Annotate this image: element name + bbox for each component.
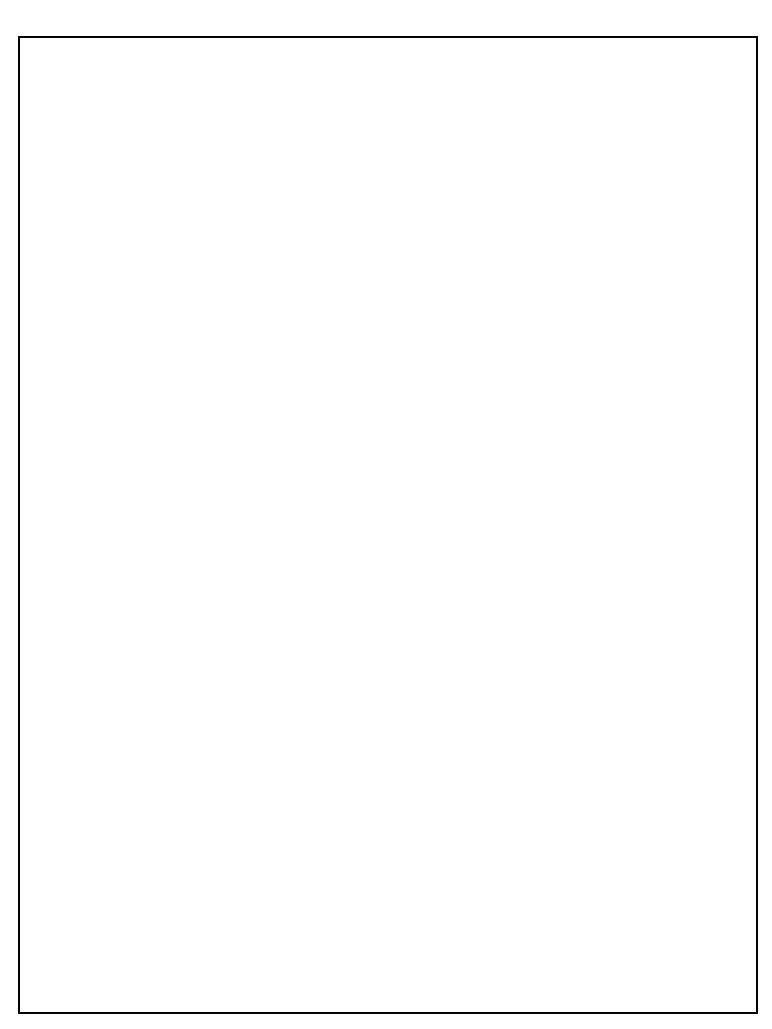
schedule-table	[18, 36, 758, 1014]
table-header	[0, 0, 772, 36]
